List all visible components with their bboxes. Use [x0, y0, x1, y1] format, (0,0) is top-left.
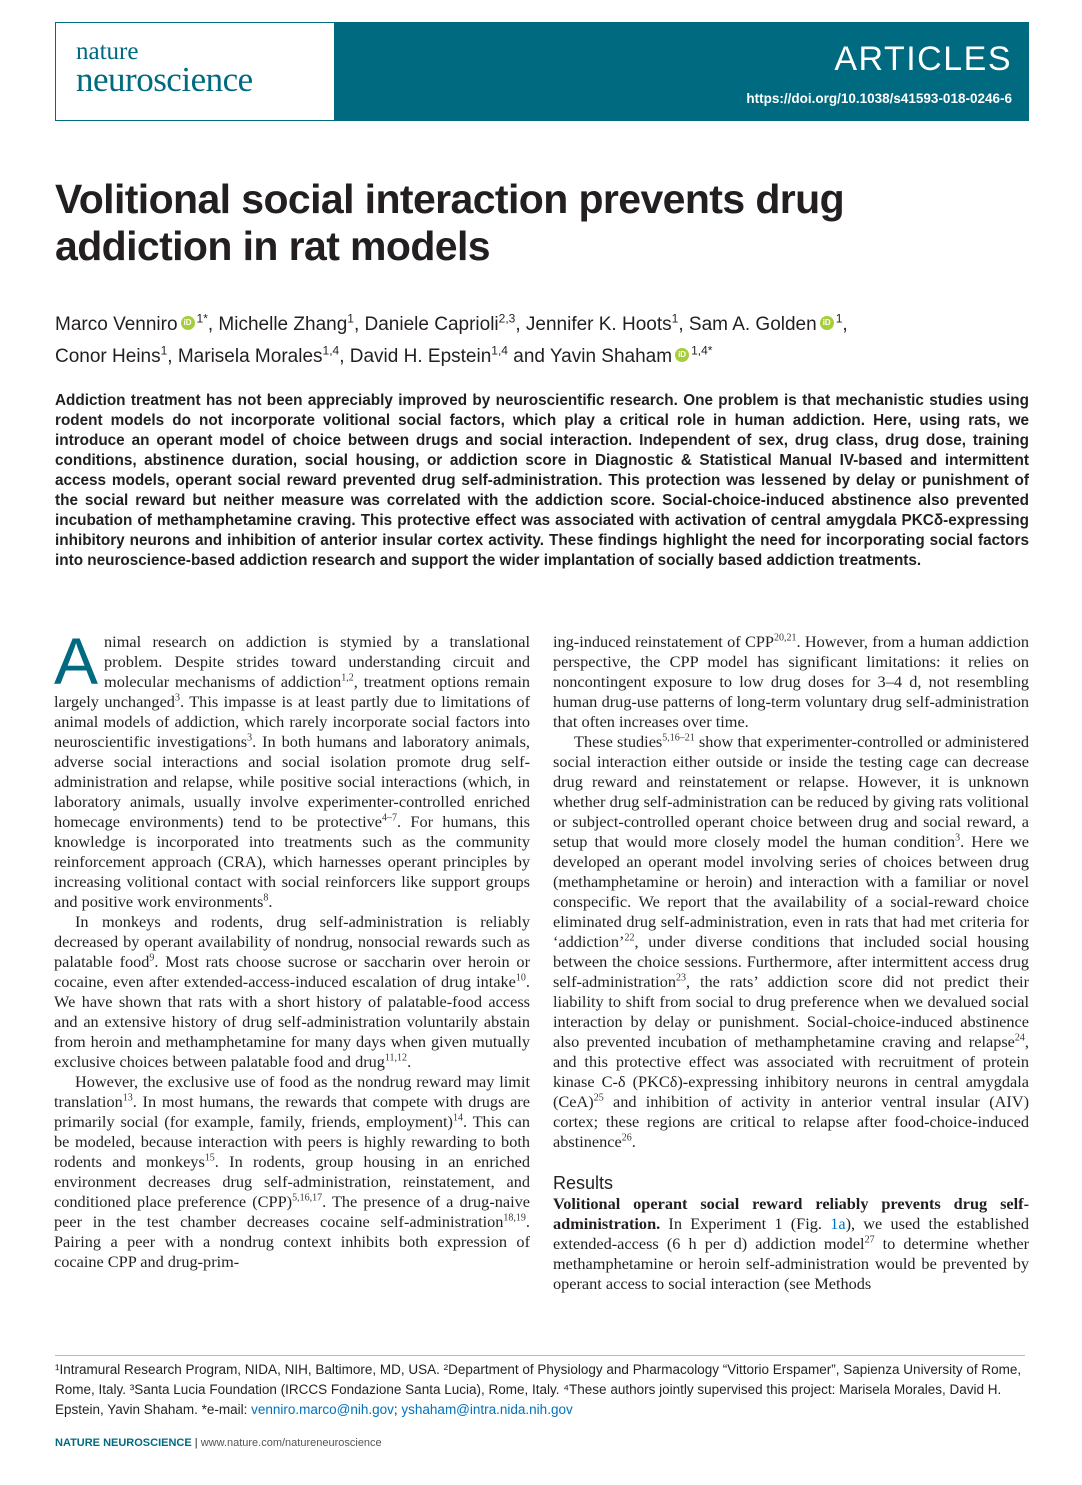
text-run: ), we used the established extended-access (6 h per d) addiction model: [553, 1214, 1030, 1253]
text-run: . Pairing a peer with a nondrug context inhibits both expression of cocaine CPP and drug-prim-: [54, 1212, 530, 1271]
author-affiliation-mark: 1: [347, 311, 354, 326]
body-paragraph: [54, 1072, 530, 1272]
results-paragraph: [553, 1194, 1029, 1294]
text-run: . The presence of a drug-naive peer in the test chamber decreases cocaine self-administration: [54, 1192, 530, 1231]
text-run: . This impasse is at least partly due to limitations of animal models of addiction, which rarely incorporate social factors into neuroscientific investigations: [54, 692, 530, 751]
body-paragraph: [54, 912, 530, 1072]
text-run: . In most humans, the rewards that compete with drugs are primarily social (for example, family, friends, employment): [54, 1092, 530, 1131]
body-column-right: [553, 632, 1029, 1294]
logo-line-2: neuroscience: [76, 60, 253, 99]
text-run: ing-induced reinstatement of CPP: [553, 632, 774, 651]
text-run: , treatment options remain largely unchanged: [54, 672, 530, 711]
text-run: , under diverse conditions that included social housing between the choice sessions. Furthermore, after intermittent access drug self-administration: [553, 932, 1029, 991]
masthead-band: [334, 23, 1028, 120]
citation-ref[interactable]: 4–7: [381, 812, 397, 824]
citation-ref[interactable]: 1,2: [341, 672, 354, 684]
author-name: Marco Venniro: [55, 314, 178, 335]
text-run: . Here we developed an operant model involving series of choices between drug (methamphetamine or heroin) and interaction with a familiar or novel conspecific. We report that the availability of a social-reward choice eliminated drug self-administration, even in rats that had met criteria for ‘addiction’: [553, 832, 1029, 951]
author-name: David H. Epstein: [349, 346, 492, 367]
orcid-icon[interactable]: iD: [181, 316, 195, 330]
text-run: . In rodents, group housing in an enriched environment decreases drug self-administration, reinstatement, and conditioned place preference (CPP): [54, 1152, 531, 1211]
author-name: Marisela Morales: [177, 346, 323, 367]
citation-ref[interactable]: 10: [515, 972, 526, 984]
text-run: and inhibition of activity in anterior ventral insular (AIV) cortex; these regions are critical to relapse after food-choice-induced abstinence: [553, 1092, 1029, 1151]
author-affiliation-mark: 1: [160, 343, 168, 358]
text-run: . This can be modeled, because interaction with peers is highly rewarding to both rodents and monkeys: [54, 1112, 530, 1171]
author-list: Marco Venniro iD $^{1*}$, Michelle Zhang$^1$, Daniele Caprioli$^{2,3}$, Jennifer K. Hoots$^1$, Sam A. Golden iD $^1$, Conor Heins$^1$, Marisela Morales$^{1,4}$, David H. Epstein$^{1,4}$ and Yavin Shaham iD $^{1,4*}$: [55, 311, 848, 367]
affiliations-text: ¹Intramural Research Program, NIDA, NIH, Baltimore, MD, USA. ²Department of Physiology and Pharmacology “Vittorio Erspamer”, Sapienza University of Rome, Rome, Italy. ³Santa Lucia Foundation (IRCCS Fondazione Santa Lucia), Rome, Italy. ⁴These authors jointly supervised this project: Marisela Morales, David H. Epstein, Yavin Shaham. *e-mail:: [55, 1362, 1022, 1417]
author-name: Yavin Shaham: [549, 346, 673, 367]
body-column-left: [54, 624, 531, 1272]
section-label: ARTICLES: [834, 40, 1012, 78]
citation-ref[interactable]: 15: [204, 1152, 215, 1164]
author-name: Michelle Zhang: [218, 314, 348, 335]
email-link-shaham[interactable]: yshaham@intra.nida.nih.gov: [401, 1402, 573, 1417]
body-paragraph: [54, 624, 530, 912]
results-heading: Results: [553, 1173, 614, 1193]
citation-ref[interactable]: 8: [263, 892, 269, 904]
text-run: show that experimenter-controlled or administered social interaction either outside or inside the testing cage can decrease drug reward and reinstatement or relapse. However, it is unknown whether drug self-administration can be reduced by giving rats volitional or subject-controlled operant choice between drug and social reward, a setup that would more closely model the human condition: [553, 732, 1029, 851]
body-paragraph: [553, 732, 1029, 1152]
orcid-icon[interactable]: iD: [675, 348, 689, 362]
author-name: Daniele Caprioli: [364, 314, 499, 335]
author-affiliation-mark: 1,4*: [691, 343, 713, 358]
logo-line-1: nature: [76, 38, 139, 65]
text-run: . Most rats choose sucrose or saccharin over heroin or cocaine, even after extended-access-induced escalation of drug intake: [54, 952, 530, 991]
citation-ref[interactable]: 5,16–21: [662, 732, 695, 744]
results-lead: Volitional operant social reward reliably prevents drug self-administration.: [553, 1194, 1029, 1233]
citation-ref[interactable]: 14: [452, 1112, 463, 1124]
figure-link[interactable]: 1a: [830, 1214, 846, 1233]
citation-ref[interactable]: 25: [593, 1092, 604, 1104]
drop-cap: A: [54, 624, 99, 698]
text-run: , the rats’ addiction score did not predict their liability to shift from social to drug preference when we devalued social interaction by delay or punishment. Social-choice-induced abstinence also prevented incubation of methamphetamine craving and relapse: [553, 972, 1029, 1051]
author-name: Sam A. Golden: [688, 314, 817, 335]
text-run: . In both humans and laboratory animals, adverse social interactions and social isolation promote drug self-administration and relapse, while positive social interactions (which, in laboratory animals, usually involve experimenter-controlled enriched homecage environments) tend to be protective: [54, 732, 530, 831]
citation-ref[interactable]: 20,21: [773, 632, 797, 644]
citation-ref[interactable]: 13: [122, 1092, 133, 1104]
text-run: .: [631, 1132, 636, 1151]
citation-ref[interactable]: 23: [675, 972, 686, 984]
affiliations: [55, 1355, 1025, 1420]
citation-ref[interactable]: 11,12: [384, 1052, 408, 1064]
author-conjunction: and: [513, 346, 545, 367]
email-link-venniro[interactable]: venniro.marco@nih.gov: [251, 1402, 394, 1417]
page-footer: [55, 1436, 382, 1450]
email-separator: ;: [393, 1402, 402, 1417]
citation-ref[interactable]: 5,16,17: [292, 1192, 323, 1204]
author-affiliation-mark: 2,3: [498, 311, 516, 326]
author-name: Conor Heins: [55, 346, 161, 367]
text-run: These studies: [574, 732, 663, 751]
text-run: . We have shown that rats with a short history of palatable-food access and an extensive history of drug self-administration voluntarily abstain from heroin and methamphetamine for many days when given mutually exclusive choices between palatable food and drug: [54, 972, 530, 1071]
doi-link[interactable]: https://doi.org/10.1038/s41593-018-0246-6: [746, 91, 1012, 106]
article-title: Volitional social interaction prevents drug addiction in rat models: [55, 176, 845, 269]
text-run: In Experiment 1 (Fig.: [660, 1214, 831, 1233]
citation-ref[interactable]: 26: [621, 1132, 632, 1144]
author-affiliation-mark: 1: [671, 311, 679, 326]
text-run: to determine whether methamphetamine or heroin self-administration would be prevented by operant access to social interaction (see Methods: [553, 1234, 1030, 1293]
text-run: In monkeys and rodents, drug self-administration is reliably decreased by operant availability of nondrug, nonsocial rewards such as palatable food: [54, 912, 530, 971]
author-affiliation-mark: 1*: [196, 311, 208, 326]
text-run: , and this protective effect was associated with recruitment of protein kinase C-δ (PKCδ)-expressing inhibitory neurons in central amygdala (CeA): [553, 1032, 1029, 1111]
text-run: .: [268, 892, 273, 911]
text-run: However, the exclusive use of food as the nondrug reward may limit translation: [54, 1072, 530, 1111]
citation-ref[interactable]: 3: [247, 732, 253, 744]
citation-ref[interactable]: 3: [955, 832, 961, 844]
text-run: . For humans, this knowledge is incorporated into treatments such as the community reinforcement approach (CRA), which harnesses operant principles by increasing volitional contact with social reinforcers like support groups and positive work environments: [54, 812, 530, 911]
footer-journal: NATURE NEUROSCIENCE: [55, 1437, 192, 1449]
citation-ref[interactable]: 24: [1014, 1032, 1025, 1044]
abstract: Addiction treatment has not been appreciably improved by neuroscientific research. One problem is that mechanistic studies using rodent models do not incorporate volitional social factors, which play a critical role in human addiction. Here, using rats, we introduce an operant model of choice between drugs and social interaction. Independent of sex, drug class, drug dose, training conditions, abstinence duration, social housing, or addiction score in Diagnostic & Statistical Manual IV-based and intermittent access models, operant social reward prevented drug self-administration. This protection was lessened by delay or punishment of the social reward but neither measure was correlated with the addiction score. Social-choice-induced abstinence also prevented incubation of methamphetamine craving. This protective effect was associated with activation of central amygdala PKCδ-expressing inhibitory neurons and inhibition of anterior insular cortex activity. These findings highlight the need for incorporating social factors into neuroscience-based addiction research and support the wider implantation of socially based addiction treatments.: [55, 392, 1029, 569]
citation-ref[interactable]: 3: [174, 692, 180, 704]
author-name: Jennifer K. Hoots: [525, 314, 672, 335]
text-run: . However, from a human addiction perspective, the CPP model has significant limitations: it relies on noncontingent exposure to low drug doses for 3–4 d, not resembling human drug-use patterns of long-term voluntary drug self-administration that often increases over time.: [553, 632, 1029, 731]
orcid-icon[interactable]: iD: [820, 316, 834, 330]
text-run: .: [407, 1052, 412, 1071]
footer-separator: |: [191, 1437, 201, 1449]
text-run: nimal research on addiction is stymied by a translational problem. Despite strides toward understanding circuit and molecular mechanisms of addiction: [104, 632, 530, 691]
author-affiliation-mark: 1,4: [491, 343, 508, 358]
author-affiliation-mark: 1: [835, 311, 843, 326]
masthead: [55, 22, 1029, 121]
citation-ref[interactable]: 9: [149, 952, 155, 964]
body-paragraph: [553, 632, 1029, 732]
citation-ref[interactable]: 27: [864, 1234, 875, 1246]
author-affiliation-mark: 1,4: [322, 343, 340, 358]
right-paragraphs: [553, 632, 1029, 1152]
citation-ref[interactable]: 22: [624, 932, 635, 944]
footer-url[interactable]: www.nature.com/natureneuroscience: [200, 1437, 382, 1449]
citation-ref[interactable]: 18,19: [503, 1212, 526, 1224]
journal-logo: [76, 38, 253, 99]
